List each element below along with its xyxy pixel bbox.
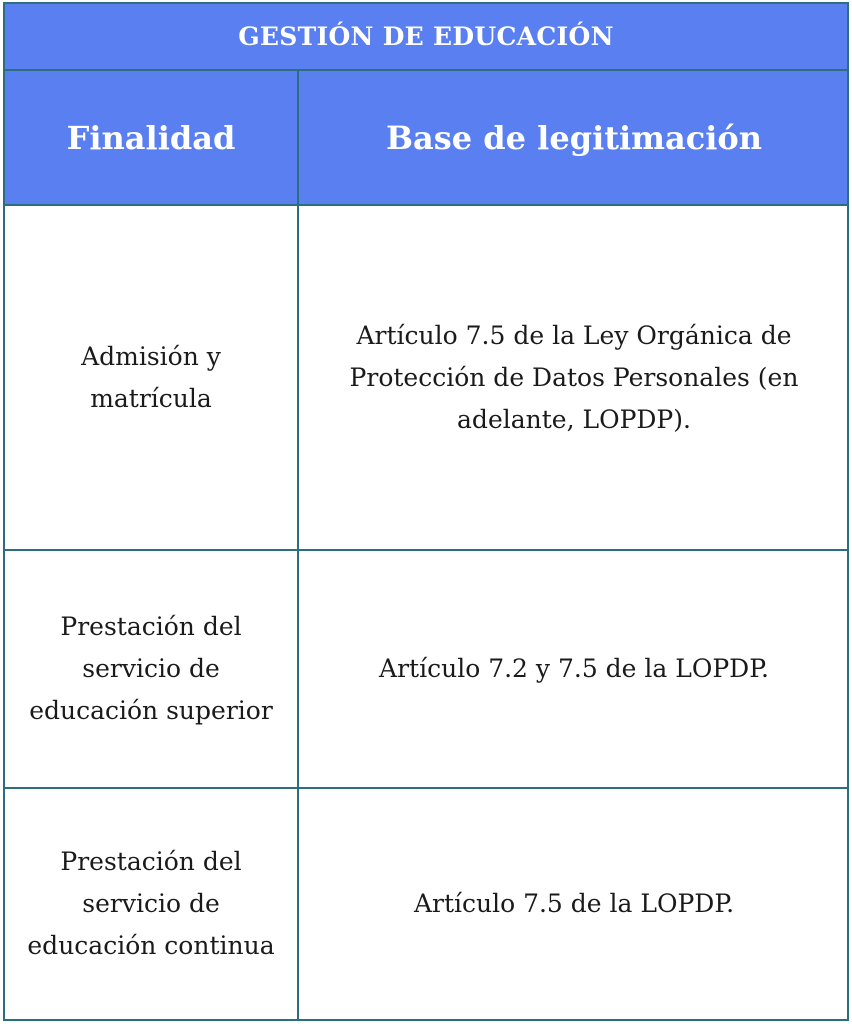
table-title: GESTIÓN DE EDUCACIÓN	[5, 4, 847, 71]
header-finalidad: Finalidad	[66, 118, 236, 157]
cell-finalidad	[5, 789, 299, 1019]
cell-base	[301, 789, 847, 1019]
finalidad-text: Prestación del servicio de educación continua	[27, 847, 275, 960]
header-cell-base	[301, 71, 847, 204]
cell-finalidad	[5, 206, 299, 549]
cell-finalidad	[5, 551, 299, 787]
cell-base	[301, 551, 847, 787]
header-row	[5, 71, 847, 206]
base-text: Artículo 7.2 y 7.5 de la LOPDP.	[379, 654, 769, 683]
header-cell-finalidad	[5, 71, 299, 204]
base-text: Artículo 7.5 de la LOPDP.	[413, 889, 735, 918]
table-row	[5, 206, 847, 551]
table-row	[5, 551, 847, 789]
table-row	[5, 789, 847, 1019]
cell-base	[301, 206, 847, 549]
legitimation-table	[3, 2, 849, 1021]
finalidad-text: Admisión y matrícula	[81, 341, 221, 413]
base-text: Artículo 7.5 de la Ley Orgánica de Protección de Datos Personales (en adelante, LOPDP).	[349, 320, 799, 434]
finalidad-text: Prestación del servicio de educación superior	[29, 612, 273, 725]
header-base-legitimacion: Base de legitimación	[386, 118, 762, 157]
